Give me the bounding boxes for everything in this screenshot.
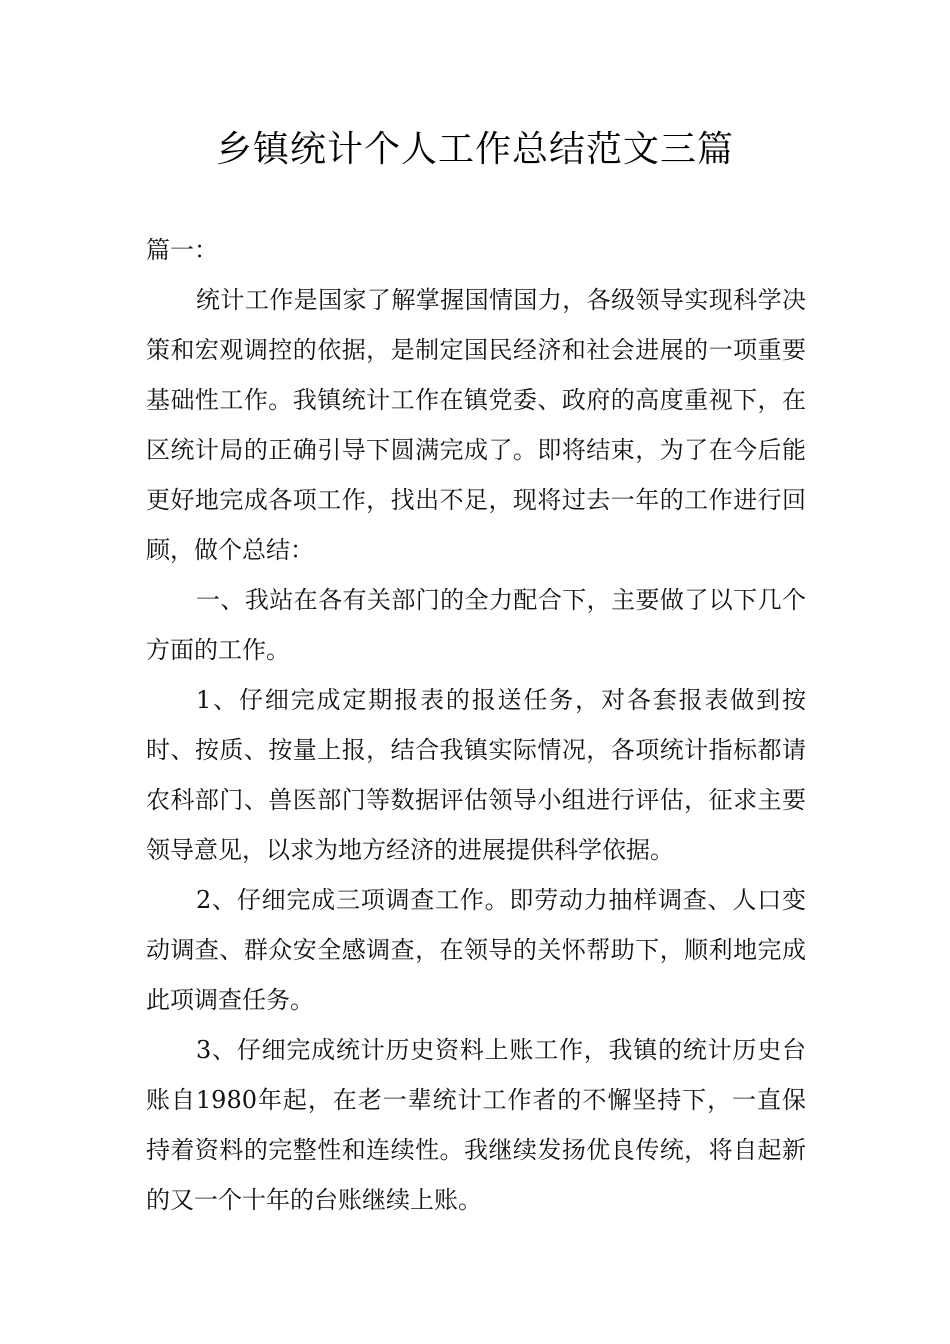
document-title: 乡镇统计个人工作总结范文三篇 [215,129,734,170]
paragraph-item-3: 3、仔细完成统计历史资料上账工作，我镇的统计历史台账自1980年起，在老一辈统计工作者的不懈坚持下，一直保持着资料的完整性和连续性。我继续发扬优良传统，将自起新的又一个十年的台账继续上账。 [146,1036,806,1214]
section-label: 篇一： [146,236,218,264]
paragraph-heading-one: 一、我站在各有关部门的全力配合下，主要做了以下几个方面的工作。 [146,586,806,664]
paragraph-item-2: 2、仔细完成三项调查工作。即劳动力抽样调查、人口变动调查、群众安全感调查，在领导的关怀帮助下，顺利地完成此项调查任务。 [146,886,806,1014]
document-body [146,225,806,1225]
paragraph-item-1: 1、仔细完成定期报表的报送任务，对各套报表做到按时、按质、按量上报，结合我镇实际情况，各项统计指标都请农科部门、兽医部门等数据评估领导小组进行评估，征求主要领导意见，以求为地方经济的进展提供科学依据。 [146,686,806,864]
paragraph-intro: 统计工作是国家了解掌握国情国力，各级领导实现科学决策和宏观调控的依据，是制定国民经济和社会进展的一项重要基础性工作。我镇统计工作在镇党委、政府的高度重视下，在区统计局的正确引导下圆满完成了。即将结束，为了在今后能更好地完成各项工作，找出不足，现将过去一年的工作进行回顾，做个总结： [146,286,806,564]
